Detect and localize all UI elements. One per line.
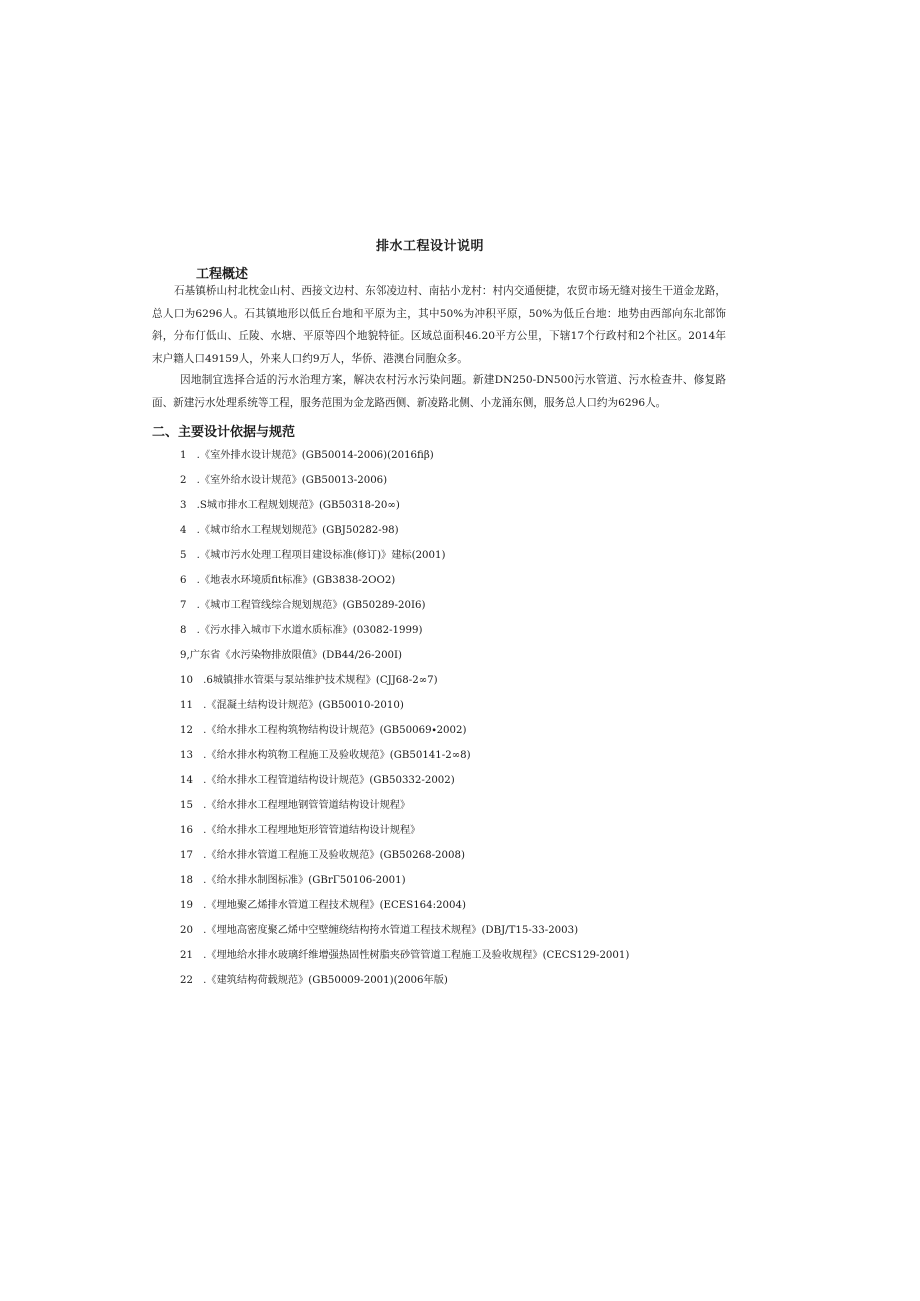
standards-list — [180, 443, 740, 993]
list-item: 9,广东省《水污染物排放限值》(DB44/26-200I) — [180, 650, 403, 661]
list-item: 22 .《建筑结构荷载规范》(GB50009-2001)(2006年版) — [180, 975, 448, 986]
list-item: 15 .《给水排水工程埋地钢管管道结构设计规程》 — [180, 800, 411, 811]
list-item: 10 .6城镇排水管渠与泵站维护技术规程》(CJJ68-2∞7) — [180, 675, 438, 686]
list-item: 3 .S城市排水工程规划规范》(GB50318-20∞) — [180, 500, 400, 511]
list-item: 20 .《埋地高密度聚乙烯中空壁缠绕结构挎水管道工程技术规程》(DBJ/T15-33-2003) — [180, 925, 579, 936]
list-item: 12 .《给水排水工程构筑物结构设计规范》(GB50069∙2002) — [180, 725, 467, 736]
list-item: 1 .《室外排水设计规范》(GB50014-2006)(2016fiβ) — [180, 450, 434, 461]
section-heading-overview: 工程概述 — [196, 267, 249, 282]
list-item: 11 .《混凝土结构设计规范》(GB50010-2010) — [180, 700, 404, 711]
list-item: 18 .《给水排水制图标准》(GBrΓ50106-2001) — [180, 875, 406, 886]
list-item: 14 .《给水排水工程管道结构设计规范》(GB50332-2002) — [180, 775, 455, 786]
list-item: 5 .《城市污水处理工程项目建设标准(修订)》建标(2001) — [180, 550, 446, 561]
list-item: 17 .《给水排水管道工程施工及验收规范》(GB50268-2008) — [180, 850, 465, 861]
list-item: 21 .《埋地给水排水玻璃纤维增强热固性树脂夹砂管管道工程施工及验收规程》(CECS129-2001) — [180, 950, 630, 961]
list-item: 6 .《地表水环境质fit标准》(GB3838-2OO2) — [180, 575, 396, 586]
overview-paragraph-2: 因地制宜选择合适的污水治理方案，解决农村污水污染问题。新建DN250-DN500污水管道、污水检查井、修复路面、新建污水处理系统等工程，服务范围为金龙路西侧、新凌路北侧、小龙涌东侧，服务总人口约为6296人。 — [152, 374, 726, 409]
document-title: 排水工程设计说明 — [375, 239, 484, 254]
list-item: 2 .《室外给水设计规范》(GB50013-2006) — [180, 475, 388, 486]
section-heading-design-basis: 二、主要设计依据与规范 — [152, 425, 296, 440]
list-item: 16 .《给水排水工程埋地矩形管管道结构设计规程》 — [180, 825, 421, 836]
list-item: 19 .《埋地聚乙烯排水管道工程技术规程》(ECES164:2004) — [180, 900, 466, 911]
list-item: 4 .《城市给水工程规划规范》(GBJ50282-98) — [180, 525, 399, 536]
list-item: 8 .《污水排入城市下水道水质标准》(03082-1999) — [180, 625, 423, 636]
list-item: 7 .《城市工程管线综合规划规范》(GB50289-20I6) — [180, 600, 426, 611]
overview-paragraph-1: 石基镇桥山村北枕金山村、西接文边村、东邻凌边村、南拈小龙村：村内交通便捷，农贸市场无缝对接生干道金龙路，总人口为6296人。石其镇地形以低丘台地和平原为主，其中50%为冲积平原，50%为低丘台地：地势由西部向东北部饰斜，分布仃低山、丘陵、水塘、平原等四个地貌特征。区域总面积46.20平方公里，下辖17个行政村和2个社区。2014年末户籍人口49159人，外来人口约9万人，华侨、港澳台同胞众多。 — [152, 285, 726, 365]
list-item: 13 .《给水排水构筑物工程施工及验收规范》(GB50141-2∞8) — [180, 750, 471, 761]
